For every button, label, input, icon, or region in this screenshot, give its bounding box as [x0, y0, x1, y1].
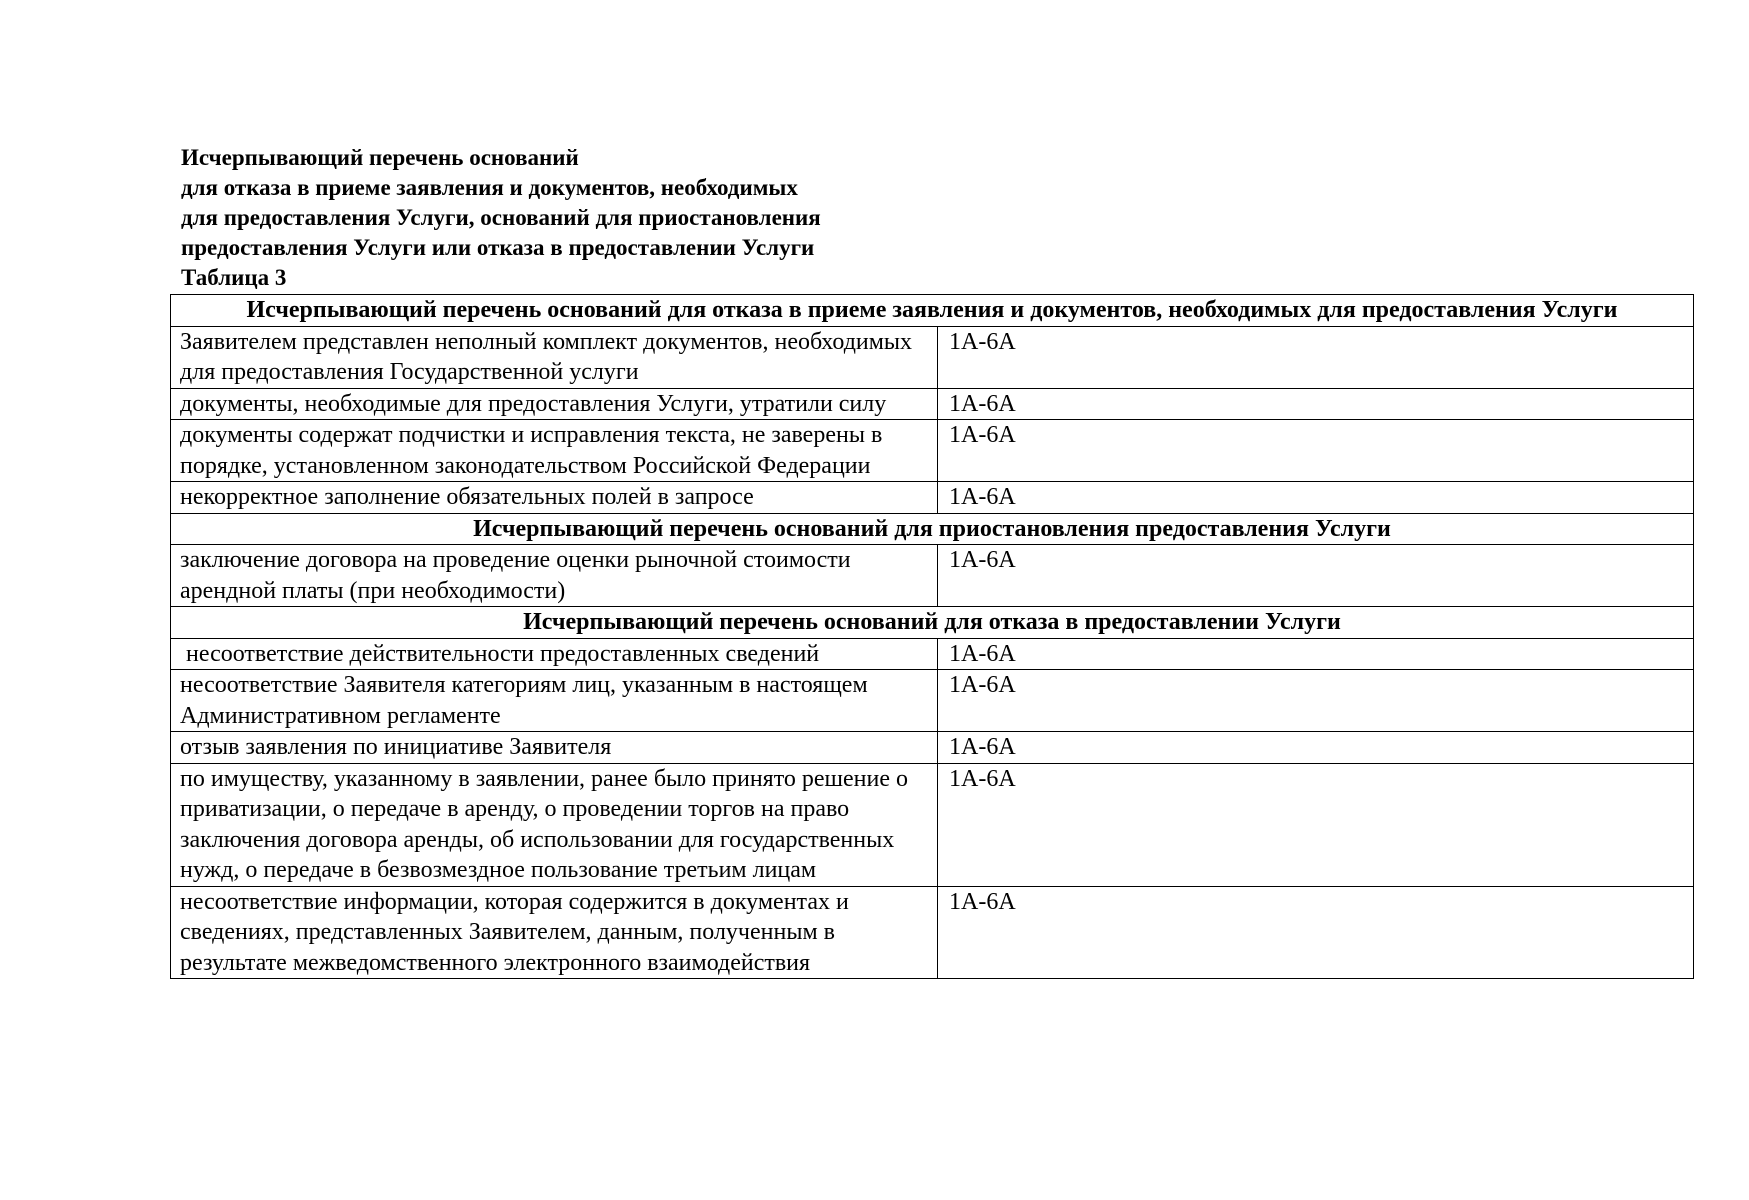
grounds-table [170, 294, 1694, 979]
table-row [171, 326, 1694, 388]
codes-cell: 1А-6А [938, 420, 1694, 482]
reason-cell: документы содержат подчистки и исправления текста, не заверены в порядке, установленном законодательством Российской Федерации [171, 420, 938, 482]
codes-cell: 1А-6А [938, 886, 1694, 979]
codes-cell: 1А-6А [938, 732, 1694, 764]
reason-cell: Заявителем представлен неполный комплект документов, необходимых для предоставления Государственной услуги [171, 326, 938, 388]
heading-line: для предоставления Услуги, оснований для приостановления [181, 205, 821, 230]
table-row [171, 482, 1694, 514]
codes-cell: 1А-6А [938, 763, 1694, 886]
codes-cell: 1А-6А [938, 545, 1694, 607]
table-number: Таблица 3 [181, 265, 287, 290]
document-heading [181, 143, 1081, 293]
table-row [171, 638, 1694, 670]
section-header-row [171, 295, 1694, 327]
section-title-suspension: Исчерпывающий перечень оснований для приостановления предоставления Услуги [171, 513, 1694, 545]
reason-cell: несоответствие Заявителя категориям лиц, указанным в настоящем Административном регламенте [171, 670, 938, 732]
codes-cell: 1А-6А [938, 670, 1694, 732]
table-row [171, 388, 1694, 420]
reason-cell: некорректное заполнение обязательных полей в запросе [171, 482, 938, 514]
reason-cell: несоответствие информации, которая содержится в документах и сведениях, представленных Заявителем, данным, полученным в результате межведомственного электронного взаимодействия [171, 886, 938, 979]
reason-cell: заключение договора на проведение оценки рыночной стоимости арендной платы (при необходимости) [171, 545, 938, 607]
section-header-row [171, 513, 1694, 545]
codes-cell: 1А-6А [938, 388, 1694, 420]
heading-line: для отказа в приеме заявления и документов, необходимых [181, 175, 798, 200]
table-row [171, 732, 1694, 764]
table-row [171, 420, 1694, 482]
heading-line: Исчерпывающий перечень оснований [181, 145, 579, 170]
section-title-service-refusal: Исчерпывающий перечень оснований для отказа в предоставлении Услуги [171, 607, 1694, 639]
heading-line: предоставления Услуги или отказа в предоставлении Услуги [181, 235, 815, 260]
table-row [171, 670, 1694, 732]
reason-cell: по имуществу, указанному в заявлении, ранее было принято решение о приватизации, о передаче в аренду, о проведении торгов на право заключения договора аренды, об использовании для государственных нужд, о передаче в безвозмездное пользование третьим лицам [171, 763, 938, 886]
codes-cell: 1А-6А [938, 482, 1694, 514]
codes-cell: 1А-6А [938, 326, 1694, 388]
section-header-row [171, 607, 1694, 639]
reason-cell: документы, необходимые для предоставления Услуги, утратили силу [171, 388, 938, 420]
table-row [171, 763, 1694, 886]
reason-cell: отзыв заявления по инициативе Заявителя [171, 732, 938, 764]
reason-cell: несоответствие действительности предоставленных сведений [171, 638, 938, 670]
section-title-reception-refusal: Исчерпывающий перечень оснований для отказа в приеме заявления и документов, необходимых для предоставления Услуги [171, 295, 1694, 327]
codes-cell: 1А-6А [938, 638, 1694, 670]
table-row [171, 886, 1694, 979]
table-row [171, 545, 1694, 607]
